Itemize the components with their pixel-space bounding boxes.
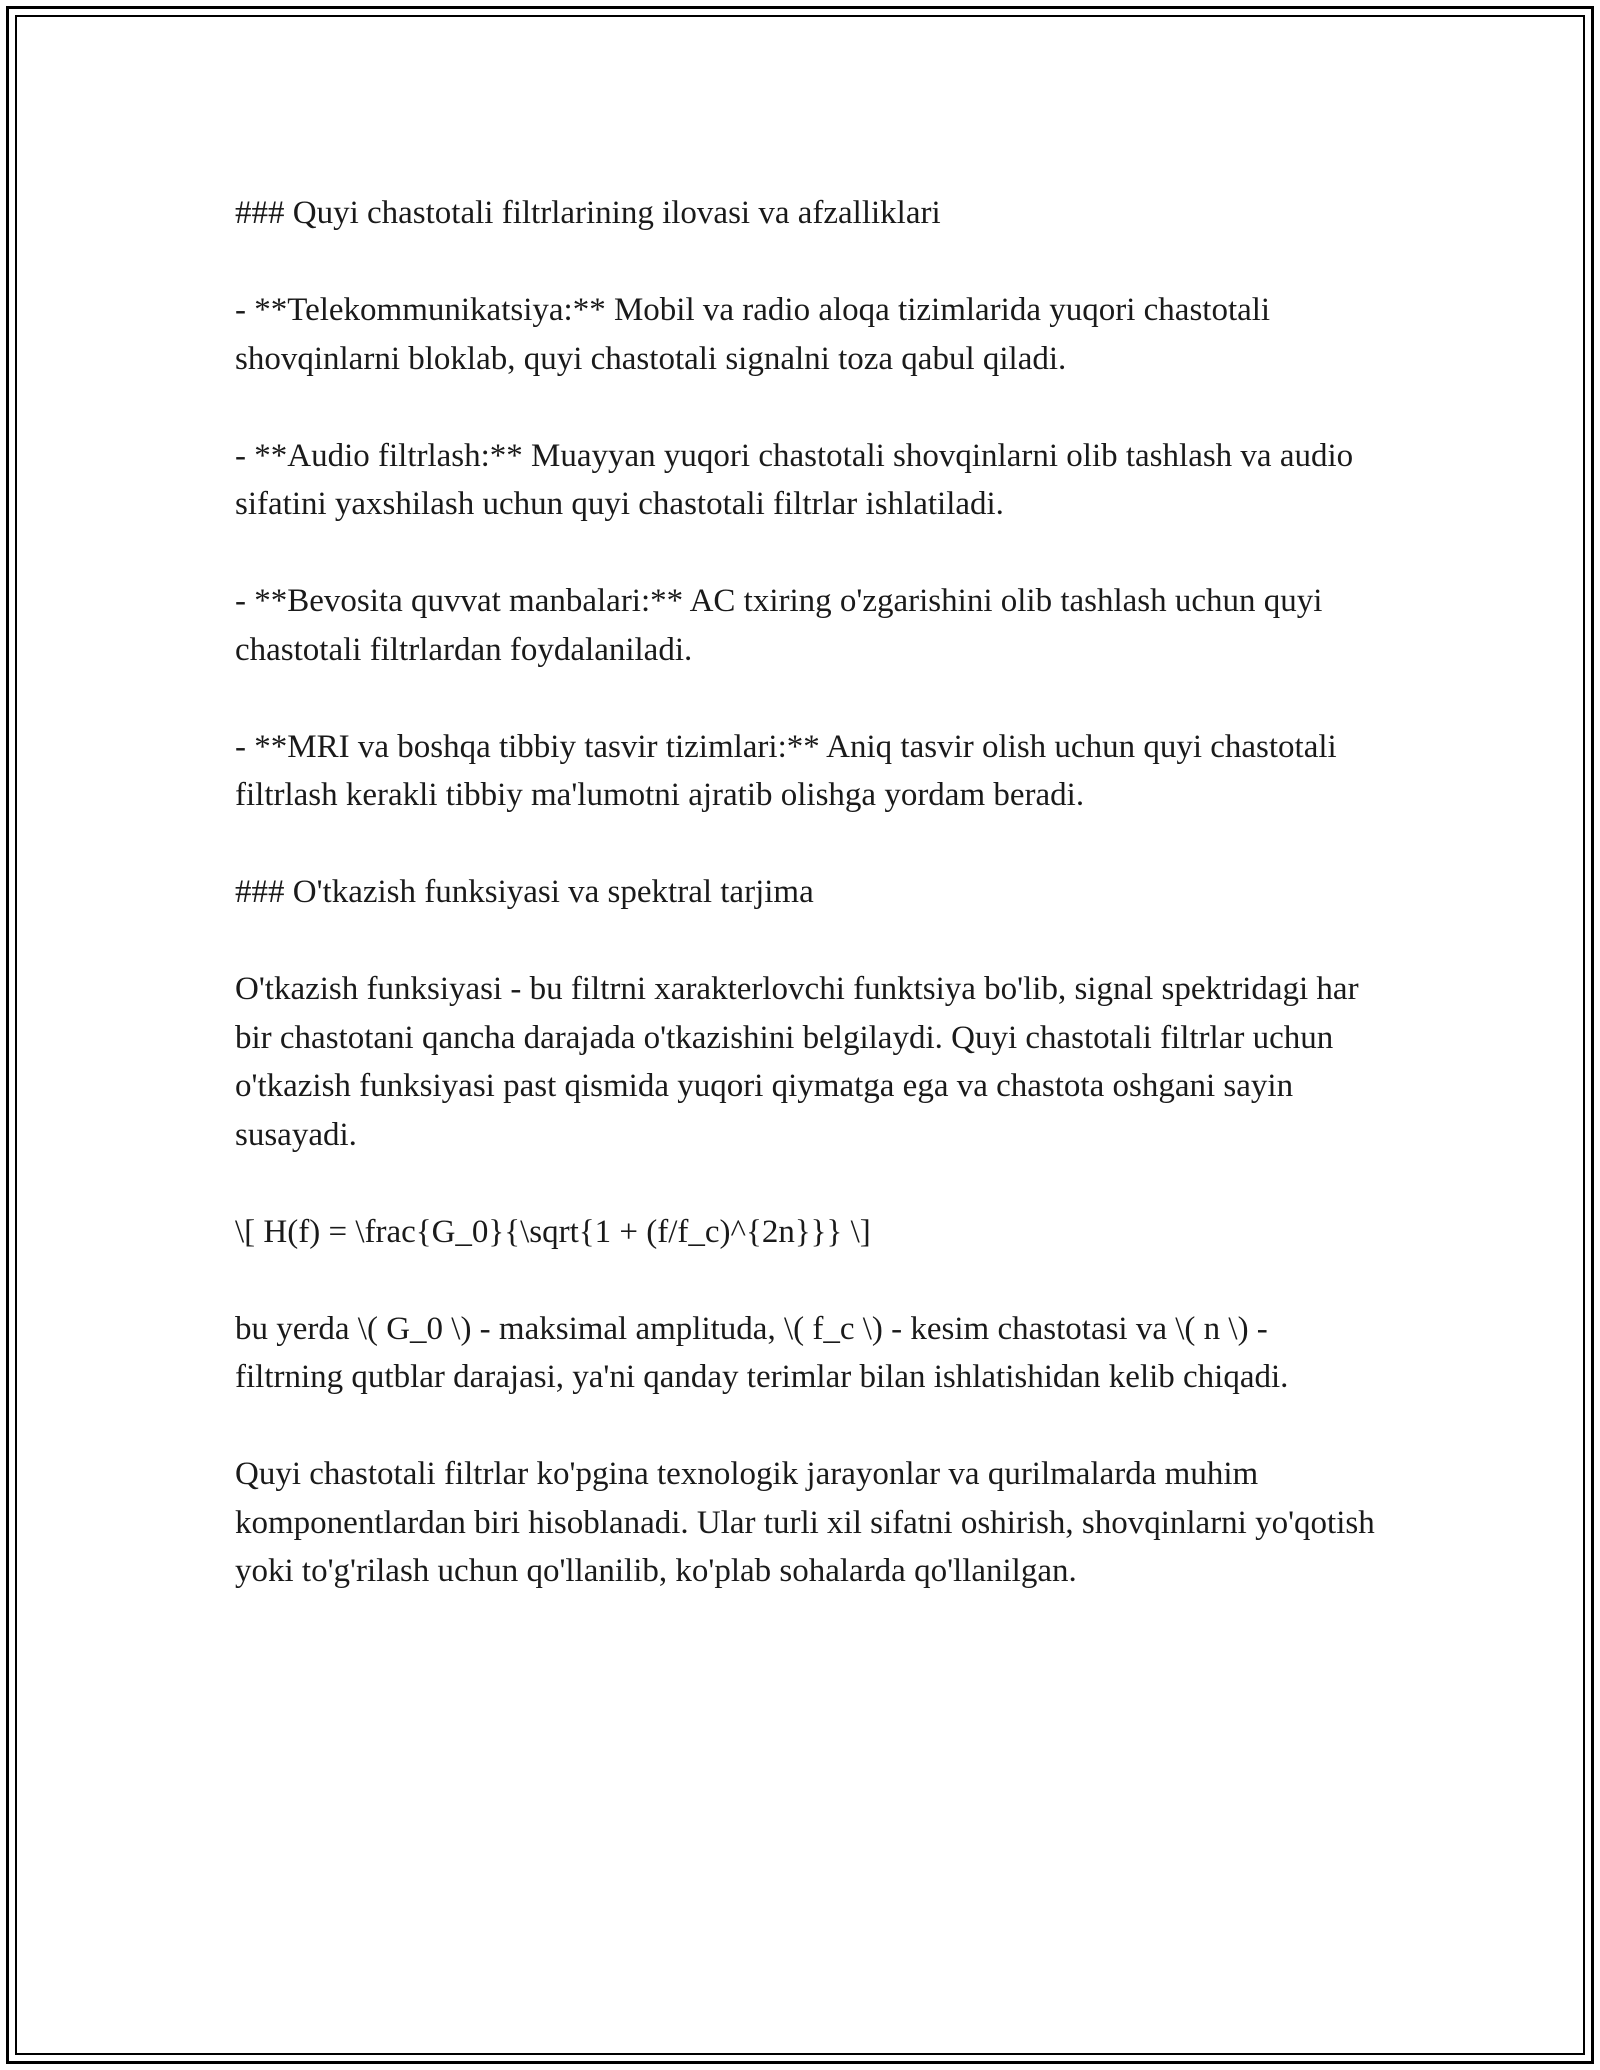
list-item-mri-imaging: - **MRI va boshqa tibbiy tasvir tizimlari:** Aniq tasvir olish uchun quyi chastotali filtrlash kerakli tibbiy ma'lumotni ajratib olishga yordam beradi.	[235, 728, 1337, 813]
section-heading-applications: ### Quyi chastotali filtrlarining ilovasi va afzalliklari	[235, 195, 941, 231]
paragraph-transfer-function: O'tkazish funksiyasi - bu filtrni xarakterlovchi funktsiya bo'lib, signal spektridagi har bir chastotani qancha darajada o'tkazishini belgilaydi. Quyi chastotali filtrlar uchun o'tkazish funksiyasi past qismida yuqori qiymatga ega va chastota oshgani sayin susayadi.	[235, 971, 1359, 1153]
paragraph-conclusion: Quyi chastotali filtrlar ko'pgina texnologik jarayonlar va qurilmalarda muhim komponentlardan biri hisoblanadi. Ular turli xil sifatni oshirish, shovqinlarni yo'qotish yoki to'g'rilash uchun qo'llanilib, ko'plab sohalarda qo'llanilgan.	[235, 1456, 1375, 1589]
list-item-telecommunications: - **Telekommunikatsiya:** Mobil va radio aloqa tizimlarida yuqori chastotali shovqinlarni bloklab, quyi chastotali signalni toza qabul qiladi.	[235, 292, 1271, 377]
list-item-audio-filtering: - **Audio filtrlash:** Muayyan yuqori chastotali shovqinlarni olib tashlash va audio sifatini yaxshilash uchun quyi chastotali filtrlar ishlatiladi.	[235, 437, 1354, 522]
paragraph-variable-definitions: bu yerda \( G_0 \) - maksimal amplituda, \( f_c \) - kesim chastotasi va \( n \) - filtrning qutblar darajasi, ya'ni qanday terimlar bilan ishlatishidan kelib chiqadi.	[235, 1310, 1289, 1395]
document-body	[235, 189, 1375, 1644]
list-item-power-supplies: - **Bevosita quvvat manbalari:** AC txiring o'zgarishini olib tashlash uchun quyi chastotali filtrlardan foydalaniladi.	[235, 583, 1323, 668]
section-heading-transfer-function: ### O'tkazish funksiyasi va spektral tarjima	[235, 874, 814, 910]
equation-transfer-function: \[ H(f) = \frac{G_0}{\sqrt{1 + (f/f_c)^{2n}}} \]	[235, 1213, 871, 1250]
